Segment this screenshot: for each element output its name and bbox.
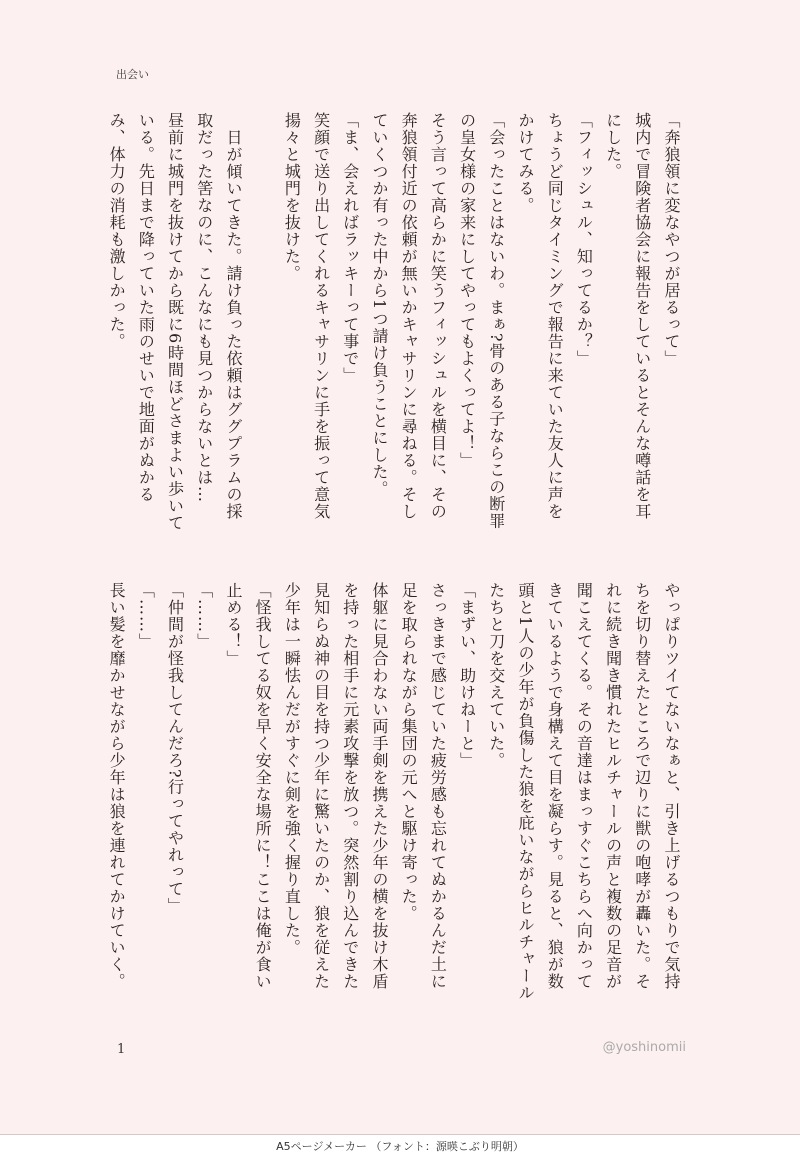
paragraph: 体躯に見合わない両手剣を携えた少年の横を抜け木盾を持った相手に元素攻撃を放つ。突然割り込んできた見知らぬ神の目を持つ少年に驚いたのか、狼を従えた少年は一瞬怯んだがすぐに剣を強く握り直した。 [282, 582, 389, 990]
author-credit: @yoshinomii [602, 1040, 686, 1055]
paragraph: 「ま、会えればラッキーって事で」 [340, 112, 360, 384]
paragraph: さっきまで感じていた疲労感も忘れてぬかるんだ土に足を取られながら集団の元へと駆け寄った。 [399, 582, 448, 990]
paragraph: 「奔狼領に変なやつが居るって」 [662, 112, 681, 367]
page-number: 1 [117, 1042, 126, 1057]
paragraph: 笑顔で送り出してくれるキャサリンに手を振って意気揚々と城門を抜けた。 [282, 112, 331, 520]
paragraph: 「怪我してる奴を早く安全な場所に！ここは俺が食い止める！」 [223, 582, 273, 990]
paragraph: 城内で冒険者協会に報告をしているとそんな噂話を耳にした。 [603, 112, 652, 520]
paragraph-spacer [248, 112, 277, 532]
paragraph: 「仲間が怪我してんだろ?行ってやれって」 [165, 582, 185, 915]
paragraph: やっぱりツイてないなぁと、引き上げるつもりで気持ちを切り替えたところで辺りに獣の咆哮が轟いた。それに続き聞き慣れたヒルチャールの声と複数の足音が聞こえてくる。その音達はまっすぐこちらへ向かってきているようで身構えて目を凝らす。見ると、狼が数頭と1人の少年が負傷した狼を庇いながらヒルチャールたちと刀を交えていた。 [486, 582, 681, 1002]
paragraph: 「まずい、助けねーと」 [457, 582, 477, 769]
paragraph: 「会ったことはないわ。まぁ?骨のある子ならこの断罪の皇女様の家来にしてやってもよくってよ！」 [457, 112, 506, 530]
paragraph: ちょうど同じタイミングで報告に来ていた友人に声をかけてみる。 [515, 112, 565, 520]
text-block-top [107, 112, 686, 532]
paragraph: 「……」 [194, 582, 214, 650]
paragraph: そう言って高らかに笑うフィッシュルを横目に、その奔狼領付近の依頼が無いかキャサリンに尋ねる。そしていくつか有った中から1つ請け負うことにした。 [369, 112, 448, 520]
chapter-title: 出会い [116, 68, 149, 81]
paragraph: 長い髪を靡かせながら少年は狼を連れてかけていく。 [107, 582, 127, 990]
paragraph: 「……」 [136, 582, 156, 650]
paragraph: 日が傾いてきた。請け負った依頼はググプラムの採取だった筈なのに、こんなにも見つからないとは… [194, 112, 243, 520]
paragraph: 昼前に城門を抜けてから既に6時間ほどさまよい歩いている。先日まで降っていた雨のせいで地面がぬかるみ、体力の消耗も激しかった。 [107, 112, 185, 532]
text-block-bottom [107, 582, 686, 1002]
paragraph: 「フィッシュル、知ってるか？」 [574, 112, 594, 367]
generator-caption: A5ページメーカー （フォント：源暎こぶり明朝） [276, 1140, 524, 1153]
